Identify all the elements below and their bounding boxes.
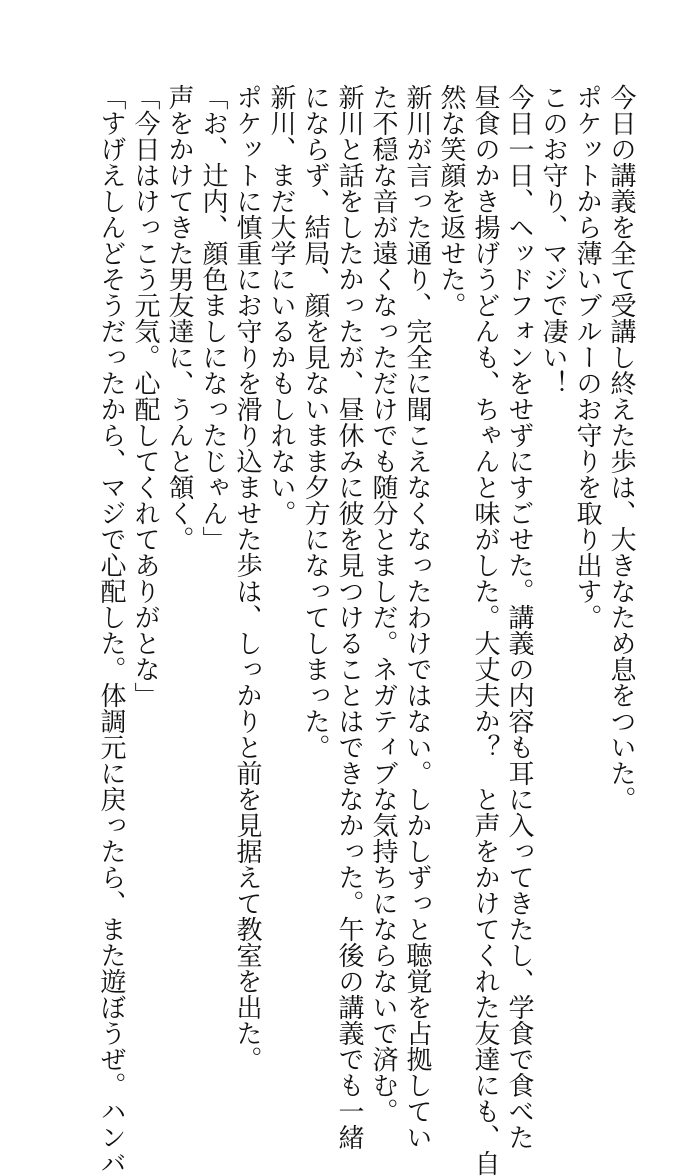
text-line: ポケットに慎重にお守りを滑り込ませた歩は、しっかりと前を見据えて教室を出た。 [232,84,262,1072]
text-line: このお守り、マジで凄い！ [538,84,568,396]
text-line: 新川、まだ大学にいるかもしれない。 [266,84,296,526]
text-line: 声をかけてきた男友達に、うんと頷く。 [164,84,194,552]
text-line: 今日一日、ヘッドフォンをせずにすごせた。講義の内容も耳に入ってきたし、学食で食べた [504,84,534,1150]
text-line: 新川が言った通り、完全に聞こえなくなったわけではない。しかしずっと聴覚を占拠してい [402,84,432,1150]
text-line: ポケットから薄いブルーのお守りを取り出す。 [572,84,602,630]
text-line: 「お、辻内、顔色ましになったじゃん」 [198,84,228,552]
text-line: にならず、結局、顔を見ないまま夕方になってしまった。 [300,84,330,760]
text-line: 新川と話をしたかったが、昼休みに彼を見つけることはできなかった。午後の講義でも一緒 [334,84,364,1150]
text-line: 「今日はけっこう元気。心配してくれてありがとな」 [130,84,160,708]
vertical-text-body [94,84,638,1176]
text-line: 「すげえしんどそうだったから、マジで心配した。体調元に戻ったら、また遊ぼうぜ。ハンバ [96,84,126,1176]
text-line: た不穏な音が遠くなっただけでも随分とましだ。ネガティブな気持ちにならないで済む。 [368,84,398,1124]
text-line: 昼食のかき揚げうどんも、ちゃんと味がした。大丈夫か？ と声をかけてくれた友達にも、自 [470,84,500,1176]
text-line: 今日の講義を全て受講し終えた歩は、大きなため息をついた。 [606,84,636,812]
text-line: 然な笑顔を返せた。 [436,84,466,318]
